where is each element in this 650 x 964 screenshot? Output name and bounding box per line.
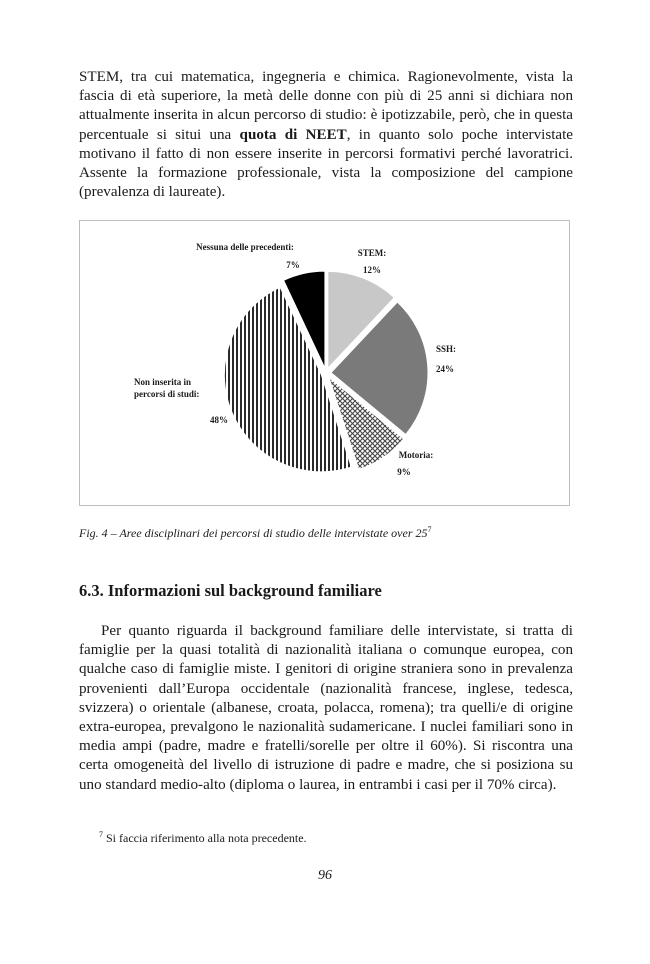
pie-chart-frame (79, 220, 570, 506)
figure-caption (79, 525, 432, 541)
slice-value-label: 24% (436, 364, 454, 374)
section-heading: 6.3. Informazioni sul background familiare (79, 581, 382, 600)
slice-value-label: 12% (363, 265, 381, 275)
footnote-number: 7 (99, 830, 103, 839)
paragraph-run: STEM, tra cui matematica, ingegneria e chimica. Ragionevolmente, vista la fascia di età superiore, la metà delle donne con più di 25 anni si dichiara non attualmente inserita in alcun percorso di studio: è ipotizzabile, però, che in questa percentuale si situi una (79, 69, 573, 143)
figure-caption-note-ref: 7 (427, 525, 432, 534)
figure-caption-text: Fig. 4 – Aree disciplinari dei percorsi di studio delle intervistate over 25 (79, 526, 428, 540)
paragraph-run: , in quanto solo poche intervistate motivano il fatto di non essere inserite in percorsi formativi perché lavoratrici. Assente la formazione professionale, vista la composizione del campione (prevalenza di laureate). (79, 126, 573, 201)
slice-name-label: Motoria: (398, 450, 434, 460)
body-paragraph-1 (79, 68, 573, 202)
slice-name-label: Nessuna delle precedenti: (196, 242, 294, 252)
bold-phrase: quota di NEET (239, 126, 347, 143)
page-number: 96 (318, 868, 332, 883)
footnote-text: Si faccia riferimento alla nota precedente. (106, 831, 307, 845)
footnote (99, 830, 307, 846)
slice-name-label: STEM: (357, 248, 387, 258)
slice-value-label: 48% (210, 415, 228, 425)
slice-value-label: 9% (397, 467, 411, 477)
slice-name-label: Non inserita in percorsi di studi: (134, 377, 200, 399)
body-paragraph-2: Per quanto riguarda il background familiare delle intervistate, si tratta di famiglie per la quasi totalità di nazionalità italiana o comunque europea, con qualche caso di famiglie miste. I genitori di origine straniera sono in prevalenza provenienti dall’Europa occidentale (nazionalità francese, inglese, tedesca, svizzera) o orientale (albanese, croata, polacca, romena); tra quelli/e di origine extra-europea, prevalgono le nazionalità sudamericane. I nuclei familiari sono in media ampi (padre, madre e fratelli/sorelle per oltre il 60%). Si riscontra una certa omogeneità del livello di istruzione di padre e madre, che si posiziona su uno standard medio-alto (diploma o laurea, in entrambi i casi per il 70% circa). (79, 623, 573, 793)
slice-name-label: SSH: (436, 344, 457, 354)
pie-chart (80, 221, 571, 507)
slice-value-label: 7% (286, 260, 300, 270)
